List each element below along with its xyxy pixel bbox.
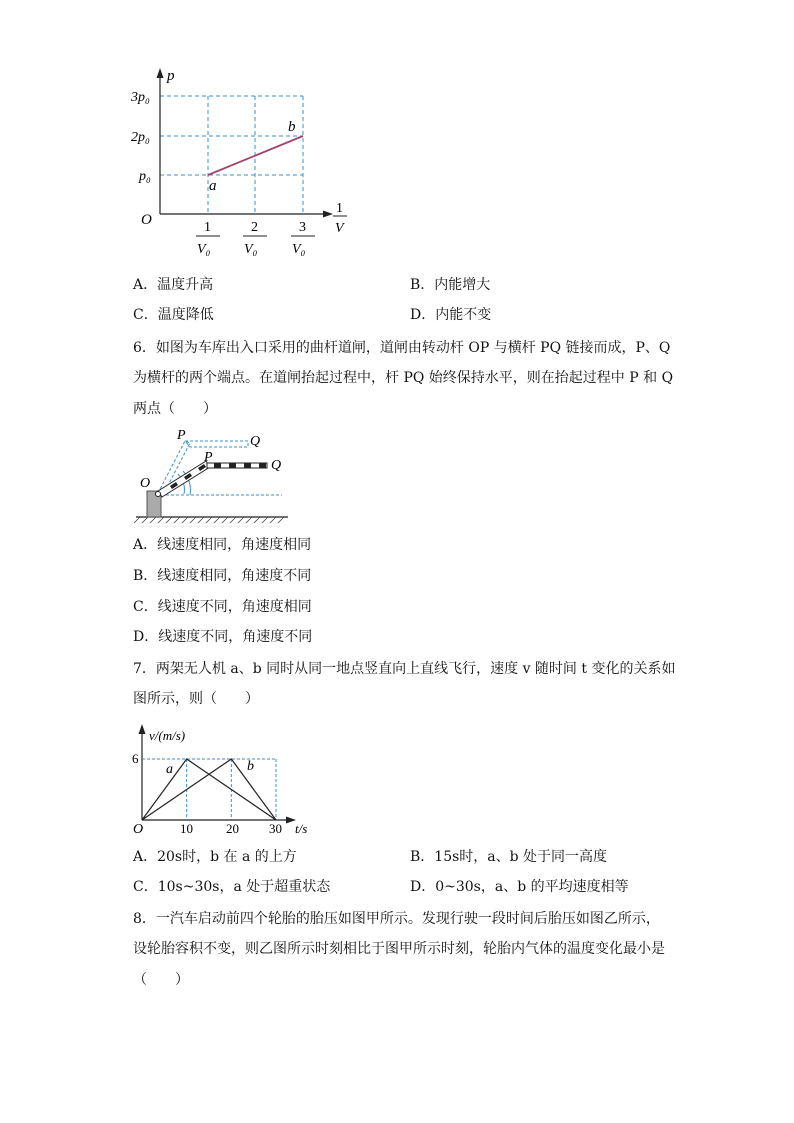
point-b-label: b — [288, 119, 296, 135]
q7-option-d: D．0~30s，a、b 的平均速度相等 — [410, 879, 629, 895]
x-tick-2-num: 2 — [251, 220, 258, 235]
y-axis-label: p — [167, 68, 175, 84]
vt-y-tick-6: 6 — [132, 751, 139, 766]
vt-x-axis-label: t/s — [295, 821, 308, 836]
q6-option-a: A．线速度相同，角速度相同 — [133, 537, 312, 553]
vt-series-a — [142, 759, 276, 820]
q6-option-c: C．线速度不同，角速度相同 — [133, 599, 312, 615]
q6-text-1: 6．如图为车库出入口采用的曲杆道闸，道闸由转动杆 OP 与横杆 PQ 链接而成，P、Q — [133, 340, 671, 356]
q8-text-3: （ ） — [133, 972, 189, 988]
q6-text-2: 为横杆的两个端点。在道闸抬起过程中，杆 PQ 始终保持水平，则在抬起过程中 P 和 Q — [133, 370, 674, 386]
q5-option-b: B．内能增大 — [410, 277, 491, 293]
origin-label: O — [141, 212, 152, 228]
point-a-label: a — [209, 178, 217, 194]
vt-series-b-label: b — [247, 759, 254, 774]
vt-y-arrow — [139, 724, 146, 734]
q5-option-a: A．温度升高 — [133, 277, 214, 293]
vt-y-axis-label: v/(m/s) — [149, 728, 186, 743]
label-p: P — [204, 450, 213, 465]
y-tick-2p0: 2p₀ — [131, 130, 150, 145]
q7-option-a: A．20s时，b 在 a 的上方 — [133, 849, 297, 865]
q6-option-b: B．线速度相同，角速度不同 — [133, 568, 312, 584]
label-q-raised: Q — [250, 434, 261, 449]
x-axis-den: V — [335, 221, 344, 236]
q8-text-1: 8．一汽车启动前四个轮胎的胎压如图甲所示。发现行驶一段时间后胎压如图乙所示， — [133, 911, 660, 927]
q7-option-b: B．15s时，a、b 处于同一高度 — [410, 849, 608, 865]
x-tick-1-den: V₀ — [197, 242, 211, 257]
x-tick-3-num: 3 — [299, 220, 306, 235]
x-tick-3-den: V₀ — [292, 242, 306, 257]
q7-option-c: C．10s~30s，a 处于超重状态 — [133, 879, 331, 895]
label-q: Q — [271, 458, 282, 473]
q7-text-2: 图所示，则（ ） — [133, 691, 259, 707]
q6-text-3: 两点（ ） — [133, 401, 217, 417]
x-axis-num: 1 — [336, 201, 343, 216]
y-tick-3p0: 3p₀ — [131, 90, 150, 105]
vt-series-a-label: a — [166, 762, 173, 777]
vt-x-tick-20: 20 — [226, 821, 239, 836]
vt-x-tick-10: 10 — [180, 821, 193, 836]
q5-option-c: C．温度降低 — [133, 307, 214, 323]
label-o: O — [140, 476, 151, 491]
vt-x-tick-30: 30 — [269, 821, 282, 836]
label-p-raised: P — [177, 428, 186, 443]
q5-option-d: D．内能不变 — [410, 307, 492, 323]
x-tick-2-den: V₀ — [244, 242, 258, 257]
y-tick-p0: p₀ — [139, 169, 151, 184]
q6-option-d: D．线速度不同，角速度不同 — [133, 629, 313, 645]
q7-text-1: 7．两架无人机 a、b 同时从同一地点竖直向上直线飞行，速度 v 随时间 t 变化的关系如 — [133, 661, 676, 677]
x-tick-1-num: 1 — [204, 220, 211, 235]
vt-origin-label: O — [133, 822, 144, 837]
q8-text-2: 设轮胎容积不变，则乙图所示时刻相比于图甲所示时刻，轮胎内气体的温度变化最小是 — [133, 941, 665, 957]
vt-series-b — [142, 759, 276, 820]
